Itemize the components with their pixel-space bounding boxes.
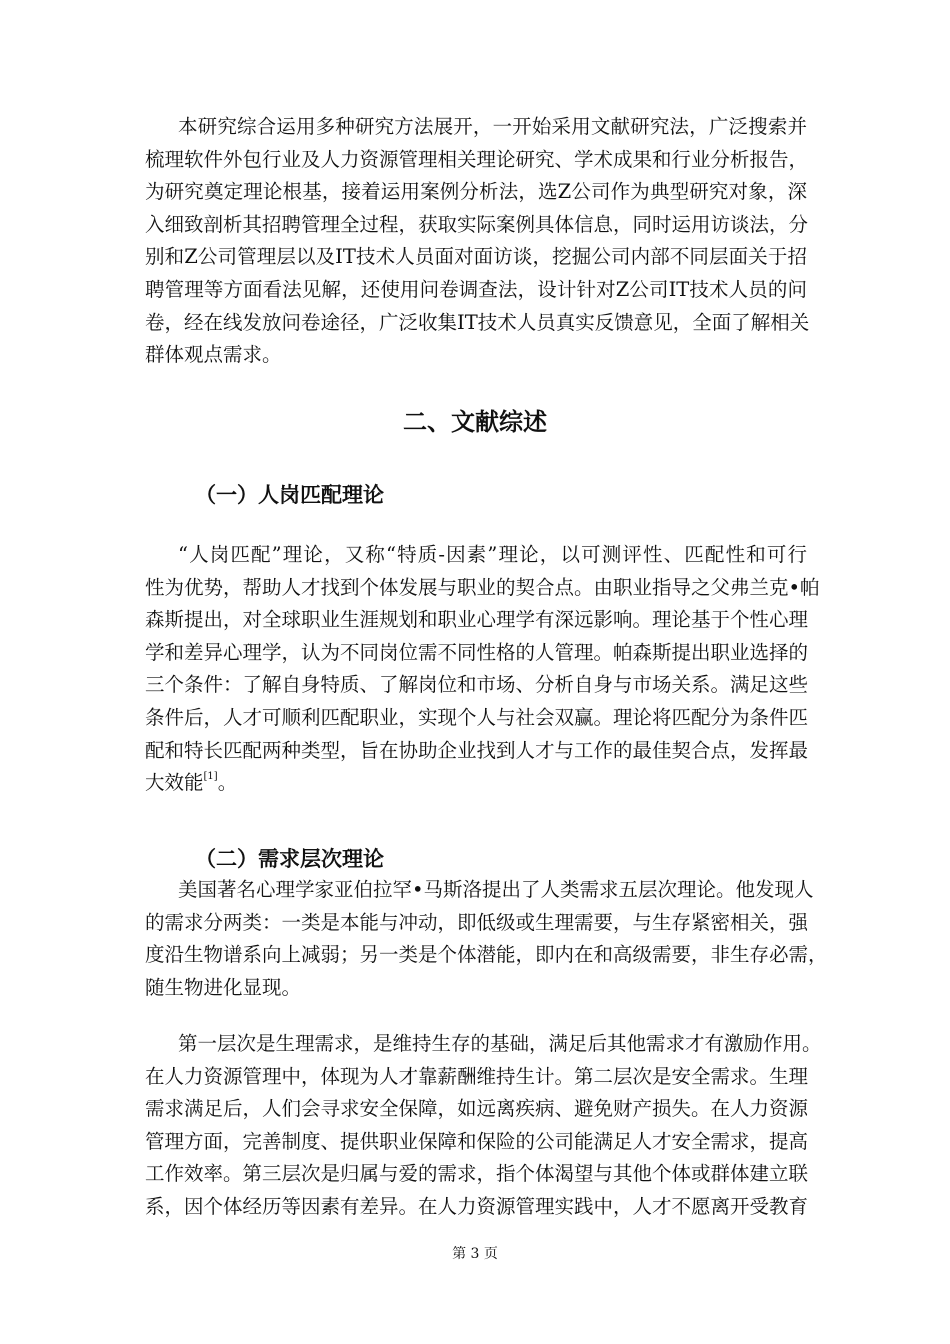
text-line: 需求满足后，人们会寻求安全保障，如远离疾病、避免财产损失。在人力资源 xyxy=(145,1097,809,1121)
section-heading: 二、文献综述 xyxy=(403,408,547,436)
text-line: 森斯提出，对全球职业生涯规划和职业心理学有深远影响。理论基于个性心理 xyxy=(145,608,809,632)
subsection-heading: （一）人岗匹配理论 xyxy=(195,483,384,507)
hierarchy-paragraph-1 xyxy=(145,874,828,1004)
text: 。 xyxy=(217,771,238,795)
text-line: 管理方面，完善制度、提供职业保障和保险的公司能满足人才安全需求，提高 xyxy=(145,1129,809,1153)
text-line: 配和特长匹配两种类型，旨在协助企业找到人才与工作的最佳契合点，发挥最 xyxy=(145,738,809,762)
text-line: 条件后，人才可顺利匹配职业，实现个人与社会双赢。理论将匹配分为条件匹 xyxy=(145,705,809,729)
text-line: 的需求分两类：一类是本能与冲动，即低级或生理需要，与生存紧密相关，强 xyxy=(145,910,809,934)
hierarchy-paragraph-2 xyxy=(145,1028,822,1224)
text-line: 聘管理等方面看法见解，还使用问卷调查法，设计针对Z公司IT技术人员的问 xyxy=(145,277,807,301)
person-job-fit-paragraph xyxy=(145,539,820,800)
text-line: 别和Z公司管理层以及IT技术人员面对面访谈，挖掘公司内部不同层面关于招 xyxy=(145,245,807,269)
text-line: 梳理软件外包行业及人力资源管理相关理论研究、学术成果和行业分析报告， xyxy=(145,147,809,171)
text-line: 工作效率。第三层次是归属与爱的需求，指个体渴望与其他个体或群体建立联 xyxy=(145,1162,809,1186)
text-line: 系，因个体经历等因素有差异。在人力资源管理实践中，人才不愿离开受教育 xyxy=(145,1194,809,1218)
text-line: 美国著名心理学家亚伯拉罕•马斯洛提出了人类需求五层次理论。他发现人 xyxy=(178,878,814,901)
text-line: 为研究奠定理论根基，接着运用案例分析法，选Z公司作为典型研究对象，深 xyxy=(145,180,807,204)
subsection-heading: （二）需求层次理论 xyxy=(195,847,384,871)
text-line: 群体观点需求。 xyxy=(145,343,282,367)
text-line: 卷，经在线发放问卷途径，广泛收集IT技术人员真实反馈意见，全面了解相关 xyxy=(145,310,810,334)
text-line: 学和差异心理学，认为不同岗位需不同性格的人管理。帕森斯提出职业选择的 xyxy=(145,640,809,664)
page-number: 第 3 页 xyxy=(452,1246,498,1262)
text-line xyxy=(145,767,807,800)
text-line: “人岗匹配”理论，又称“特质-因素”理论，以可测评性、匹配性和可行 xyxy=(178,543,807,566)
text-line: 度沿生物谱系向上减弱；另一类是个体潜能，即内在和高级需要，非生存必需， xyxy=(145,943,828,967)
intro-paragraph xyxy=(145,111,810,372)
text-line: 三个条件：了解自身特质、了解岗位和市场、分析自身与市场关系。满足这些 xyxy=(145,673,809,697)
text-line: 入细致剖析其招聘管理全过程，获取实际案例具体信息，同时运用访谈法，分 xyxy=(145,212,809,236)
text-line: 在人力资源管理中，体现为人才靠薪酬维持生计。第二层次是安全需求。生理 xyxy=(145,1064,809,1088)
citation-link[interactable]: [1] xyxy=(203,771,218,783)
text-line: 本研究综合运用多种研究方法展开，一开始采用文献研究法，广泛搜索并 xyxy=(178,115,807,138)
text: 大效能 xyxy=(145,771,204,795)
text-line: 性为优势，帮助人才找到个体发展与职业的契合点。由职业指导之父弗兰克•帕 xyxy=(145,575,820,599)
text-line: 第一层次是生理需求，是维持生存的基础，满足后其他需求才有激励作用。 xyxy=(178,1032,822,1055)
text-line: 随生物进化显现。 xyxy=(145,975,302,999)
